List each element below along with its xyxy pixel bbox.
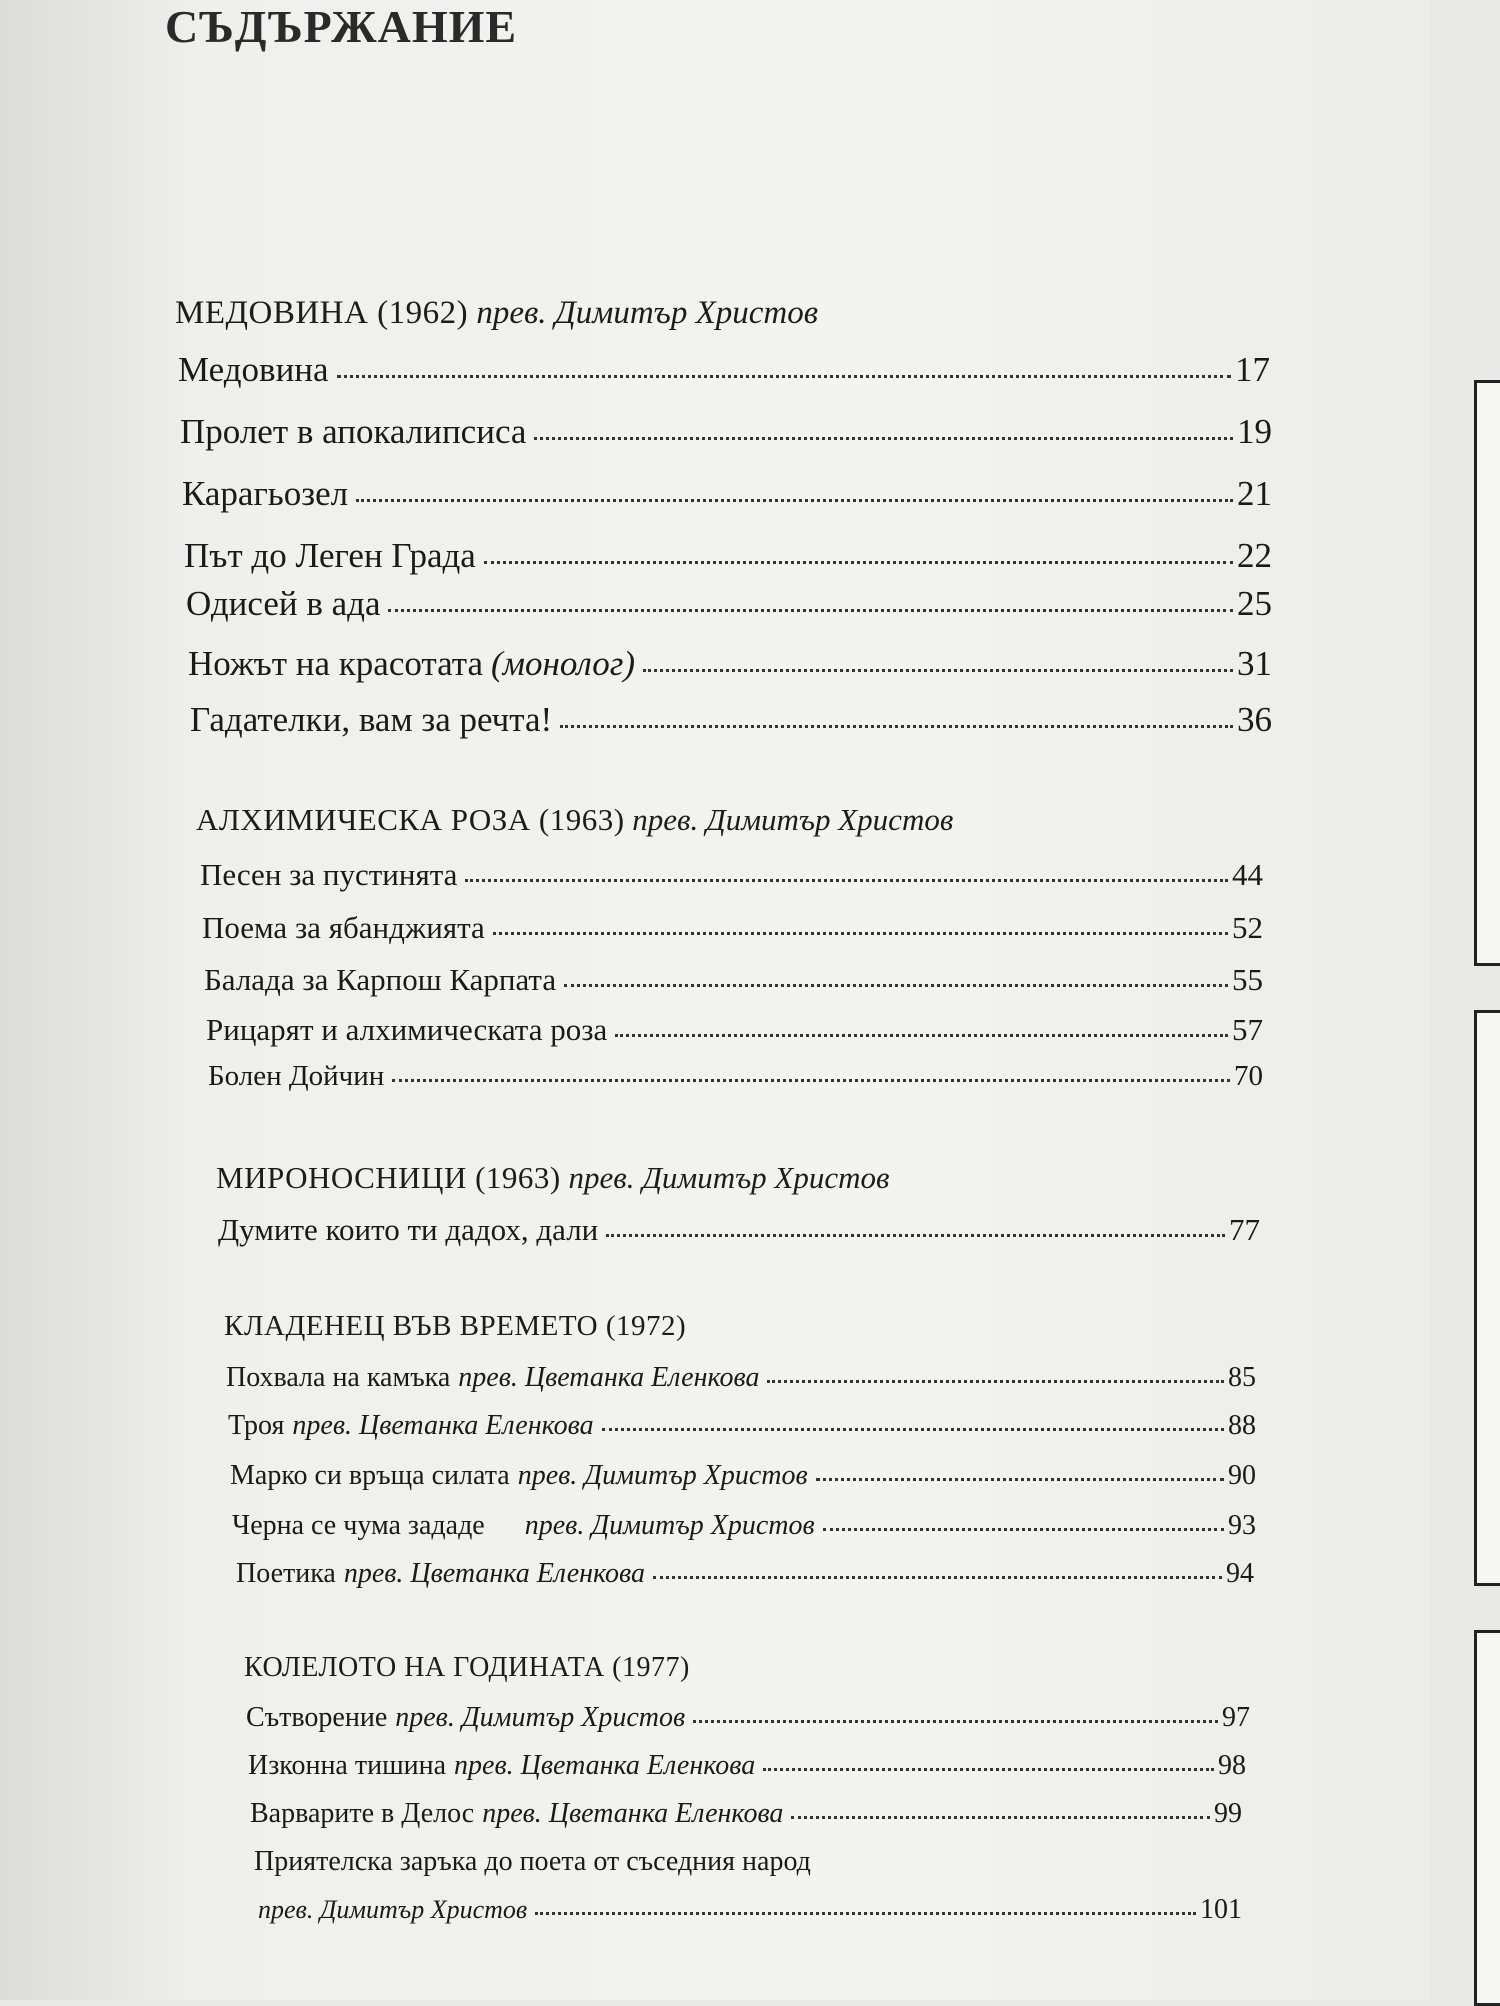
toc-entry-continuation[interactable] (258, 1894, 1242, 1926)
dot-leader (388, 609, 1233, 612)
adjacent-page-frame (1474, 1630, 1500, 2006)
toc-entry[interactable] (254, 1846, 1094, 1878)
page-number: 22 (1237, 536, 1272, 575)
toc-entry[interactable] (218, 1212, 1260, 1248)
dot-leader (534, 437, 1233, 440)
section-translator: прев. Димитър Христов (568, 1160, 890, 1195)
entry-title: Медовина (178, 350, 329, 389)
entry-title: Изконна тишина (248, 1750, 447, 1781)
toc-entry[interactable] (208, 1060, 1263, 1093)
dot-leader (791, 1816, 1210, 1819)
page-number: 17 (1235, 350, 1270, 389)
toc-entry[interactable] (200, 857, 1263, 893)
dot-leader (560, 725, 1233, 728)
dot-leader (693, 1720, 1218, 1723)
toc-entry[interactable] (226, 1362, 1256, 1394)
entry-title: Троя (228, 1410, 285, 1441)
section-heading (175, 295, 818, 332)
toc-entry[interactable] (190, 700, 1272, 740)
toc-entry[interactable] (178, 350, 1270, 390)
toc-entry[interactable] (206, 1012, 1263, 1048)
entry-title: Думите които ти дадох, дали (218, 1212, 599, 1247)
entry-title: Карагьозел (182, 474, 349, 513)
dot-leader (823, 1528, 1224, 1531)
page-number: 70 (1234, 1060, 1263, 1092)
page-number: 31 (1237, 644, 1272, 683)
page-title: СЪДЪРЖАНИЕ (165, 1, 518, 52)
dot-leader (653, 1576, 1222, 1579)
page-number: 77 (1229, 1212, 1260, 1247)
toc-entry[interactable] (186, 584, 1272, 624)
dot-leader (465, 879, 1228, 882)
section-heading (196, 802, 953, 838)
dot-leader (602, 1428, 1224, 1431)
page-number: 94 (1226, 1558, 1254, 1589)
entry-title: Ножът на красотата (188, 644, 484, 683)
page-number: 90 (1228, 1460, 1256, 1491)
page-number: 98 (1218, 1750, 1246, 1781)
page-number: 44 (1232, 857, 1263, 892)
entry-title: Марко си връща силата (230, 1460, 510, 1491)
section-name: АЛХИМИЧЕСКА РОЗА (1963) (196, 802, 625, 837)
dot-leader (564, 984, 1228, 987)
dot-leader (493, 932, 1228, 935)
dot-leader (606, 1234, 1225, 1237)
entry-note: прев. Димитър Христов (258, 1895, 528, 1924)
dot-leader (337, 375, 1231, 378)
page-number: 101 (1200, 1894, 1242, 1925)
toc-entry[interactable] (232, 1510, 1256, 1542)
adjacent-page-frame (1474, 1010, 1500, 1586)
entry-title: Поетика (236, 1558, 336, 1589)
toc-entry[interactable] (230, 1460, 1256, 1492)
toc-entry[interactable] (182, 474, 1272, 514)
toc-entry[interactable] (184, 536, 1272, 576)
page-number: 21 (1237, 474, 1272, 513)
entry-title: Песен за пустинята (200, 857, 458, 892)
page-number: 55 (1232, 962, 1263, 997)
section-translator: прев. Димитър Христов (632, 802, 954, 837)
dot-leader (615, 1034, 1228, 1037)
section-name: МИРОНОСНИЦИ (1963) (216, 1160, 561, 1195)
dot-leader (535, 1912, 1196, 1915)
dot-leader (763, 1768, 1214, 1771)
entry-title: Рицарят и алхимическата роза (206, 1012, 608, 1047)
adjacent-page-frame (1474, 380, 1500, 966)
page-number: 99 (1214, 1798, 1242, 1829)
toc-entry[interactable] (246, 1702, 1250, 1734)
page-number: 93 (1228, 1510, 1256, 1541)
dot-leader (643, 669, 1233, 672)
entry-title: Пролет в апокалипсиса (180, 412, 527, 451)
page-number: 85 (1228, 1362, 1256, 1393)
toc-entry[interactable] (188, 644, 1272, 684)
toc-entry[interactable] (204, 962, 1263, 998)
entry-note: прев. Цветанка Еленкова (292, 1410, 594, 1441)
section-name: МЕДОВИНА (1962) (175, 295, 469, 331)
entry-note: прев. Димитър Христов (395, 1702, 686, 1733)
entry-note: прев. Цветанка Еленкова (454, 1750, 756, 1781)
entry-note: прев. Димитър Христов (524, 1510, 815, 1541)
dot-leader (392, 1079, 1230, 1082)
entry-title: Болен Дойчин (208, 1060, 385, 1092)
entry-title: Път до Леген Града (184, 536, 476, 575)
entry-note: прев. Димитър Христов (517, 1460, 808, 1491)
entry-title: Гадателки, вам за речта! (190, 700, 553, 739)
section-heading (224, 1310, 686, 1343)
page-number: 97 (1222, 1702, 1250, 1733)
page-number: 52 (1232, 910, 1263, 945)
entry-title: Похвала на камъка (226, 1362, 451, 1393)
page-number: 25 (1237, 584, 1272, 623)
entry-note: прев. Цветанка Еленкова (458, 1362, 760, 1393)
toc-entry[interactable] (250, 1798, 1242, 1830)
page-number: 36 (1237, 700, 1272, 739)
page-number: 88 (1228, 1410, 1256, 1441)
section-name: КОЛЕЛОТО НА ГОДИНАТА (1977) (244, 1652, 690, 1683)
dot-leader (484, 561, 1233, 564)
toc-entry[interactable] (180, 412, 1272, 452)
entry-title: Одисей в ада (186, 584, 381, 623)
page-number: 19 (1237, 412, 1272, 451)
section-translator: прев. Димитър Христов (476, 295, 819, 331)
toc-entry[interactable] (248, 1750, 1246, 1782)
entry-note: (монолог) (491, 644, 635, 683)
dot-leader (816, 1478, 1224, 1481)
entry-note: прев. Цветанка Еленкова (482, 1798, 784, 1829)
toc-entry[interactable] (202, 910, 1263, 946)
section-heading (244, 1652, 690, 1684)
entry-title: Варварите в Делос (250, 1798, 475, 1829)
section-name: КЛАДЕНЕЦ ВЪВ ВРЕМЕТО (1972) (224, 1310, 687, 1342)
entry-title: Сътворение (246, 1702, 388, 1733)
dot-leader (356, 499, 1233, 502)
entry-title: Поема за ябанджията (202, 910, 485, 945)
toc-entry[interactable] (236, 1558, 1254, 1590)
toc-entry[interactable] (228, 1410, 1256, 1442)
entry-title: Балада за Карпош Карпата (204, 962, 557, 997)
page-number: 57 (1232, 1012, 1263, 1047)
dot-leader (767, 1380, 1224, 1383)
entry-note: прев. Цветанка Еленкова (343, 1558, 646, 1589)
entry-title: Приятелска заръка до поета от съседния народ (254, 1846, 811, 1877)
entry-title: Черна се чума зададе (232, 1510, 485, 1541)
section-heading (216, 1160, 889, 1196)
